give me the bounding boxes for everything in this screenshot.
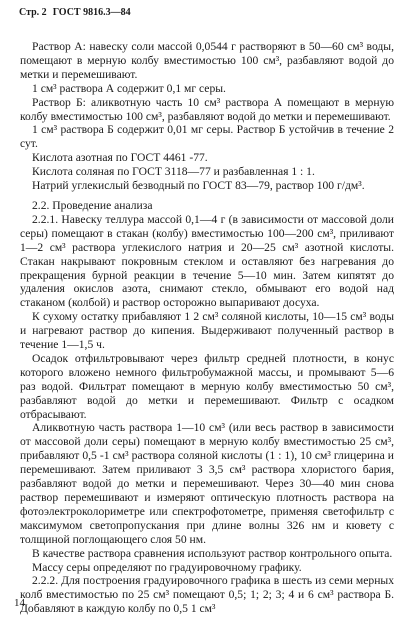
paragraph: 1 см³ раствора Б содержит 0,01 мг серы. Раствор Б устойчив в течение 2 сут. — [20, 123, 394, 151]
paragraph: 1 см³ раствора А содержит 0,1 мг серы. — [32, 81, 226, 95]
page-header — [19, 7, 131, 18]
paragraph: В качестве раствора сравнения используют раствор контрольного опыта. — [32, 546, 393, 560]
paragraph: Раствор А: навеску соли массой 0,0544 г растворяют в 50—60 см³ воды, помещают в мерную колбу вместимостью 100 см³, разбавляют водой до метки и перемешивают. — [20, 40, 394, 81]
paragraph: Кислота азотная по ГОСТ 4461 -77. — [32, 151, 208, 165]
page-prefix: Стр. 2 — [19, 7, 47, 18]
body-text — [20, 40, 394, 616]
paragraph: Аликвотную часть раствора 1—10 см³ (или весь раствор в зависимости от массовой доли серы) помещают в мерную колбу вместимостью 25 см³, прибавляют 0,5 -1 см³ раствора соляной кислоты (1 : 1), 10 см³ глицерина и перемешивают. Затем приливают 3 3,5 см³ раствора хлористого бария, разбавляют водой до метки и перемешивают. Через 30—40 мин снова раствор перемешивают и измеряют оптическую плотность раствора на фотоэлектроколориметре или спектрофотометре, применяя светофильтр с максимумом светопропускания при длине волны 326 нм и кювету с толщиной поглощающего слоя 50 нм. — [20, 421, 394, 546]
section-heading: 2.2. Проведение анализа — [32, 198, 153, 212]
paragraph: 2.2.2. Для построения градуировочного графика в шесть из семи мерных колб вместимостью по 25 см³ помещают 0,5; 1; 2; 3; 4 и 6 см³ раствора Б. Добавляют в каждую колбу по 0,5 1 см³ — [20, 574, 394, 616]
paragraph: Массу серы определяют по градуировочному графику. — [32, 560, 302, 574]
paragraph: К сухому остатку прибавляют 1 2 см³ соляной кислоты, 10—15 см³ воды и нагревают раствор до кипения. Выдерживают полученный раствор в течение 1—1,5 ч. — [20, 310, 394, 352]
paragraph: Натрий углекислый безводный по ГОСТ 83—79, раствор 100 г/дм³. — [32, 179, 365, 193]
paragraph: 2.2.1. Навеску теллура массой 0,1—4 г (в зависимости от массовой доли серы) помещают в стакан (колбу) вместимостью 100—200 см³, приливают 1—2 см³ раствора углекислого натрия и 20—25 см³ азотной кислоты. Стакан накрывают покровным стеклом и оставляют без нагревания до прекращения бурной реакции в течение 5—10 мин. Затем кипятят до удаления окислов азота, снимают стекло, обмывают его водой над стаканом (колбой) и раствор осторожно выпаривают досуха. — [20, 212, 394, 310]
standard-number: ГОСТ 9816.3—84 — [52, 7, 131, 18]
paragraph: Раствор Б: аликвотную часть 10 см³ раствора А помещают в мерную колбу вместимостью 100 см³, разбавляют водой до метки и перемешивают. — [20, 95, 394, 123]
paragraph: Осадок отфильтровывают через фильтр средней плотности, в конус которого вложено немного фильтробумажной массы, и промывают 5—6 раз водой. Фильтрат помещают в мерную колбу вместимостью 50 см³, разбавляют водой до метки и перемешивают. Фильтр с осадком отбрасывают. — [20, 351, 394, 421]
page-number: 14 — [14, 597, 25, 609]
paragraph: Кислота соляная по ГОСТ 3118—77 и разбавленная 1 : 1. — [32, 165, 315, 179]
